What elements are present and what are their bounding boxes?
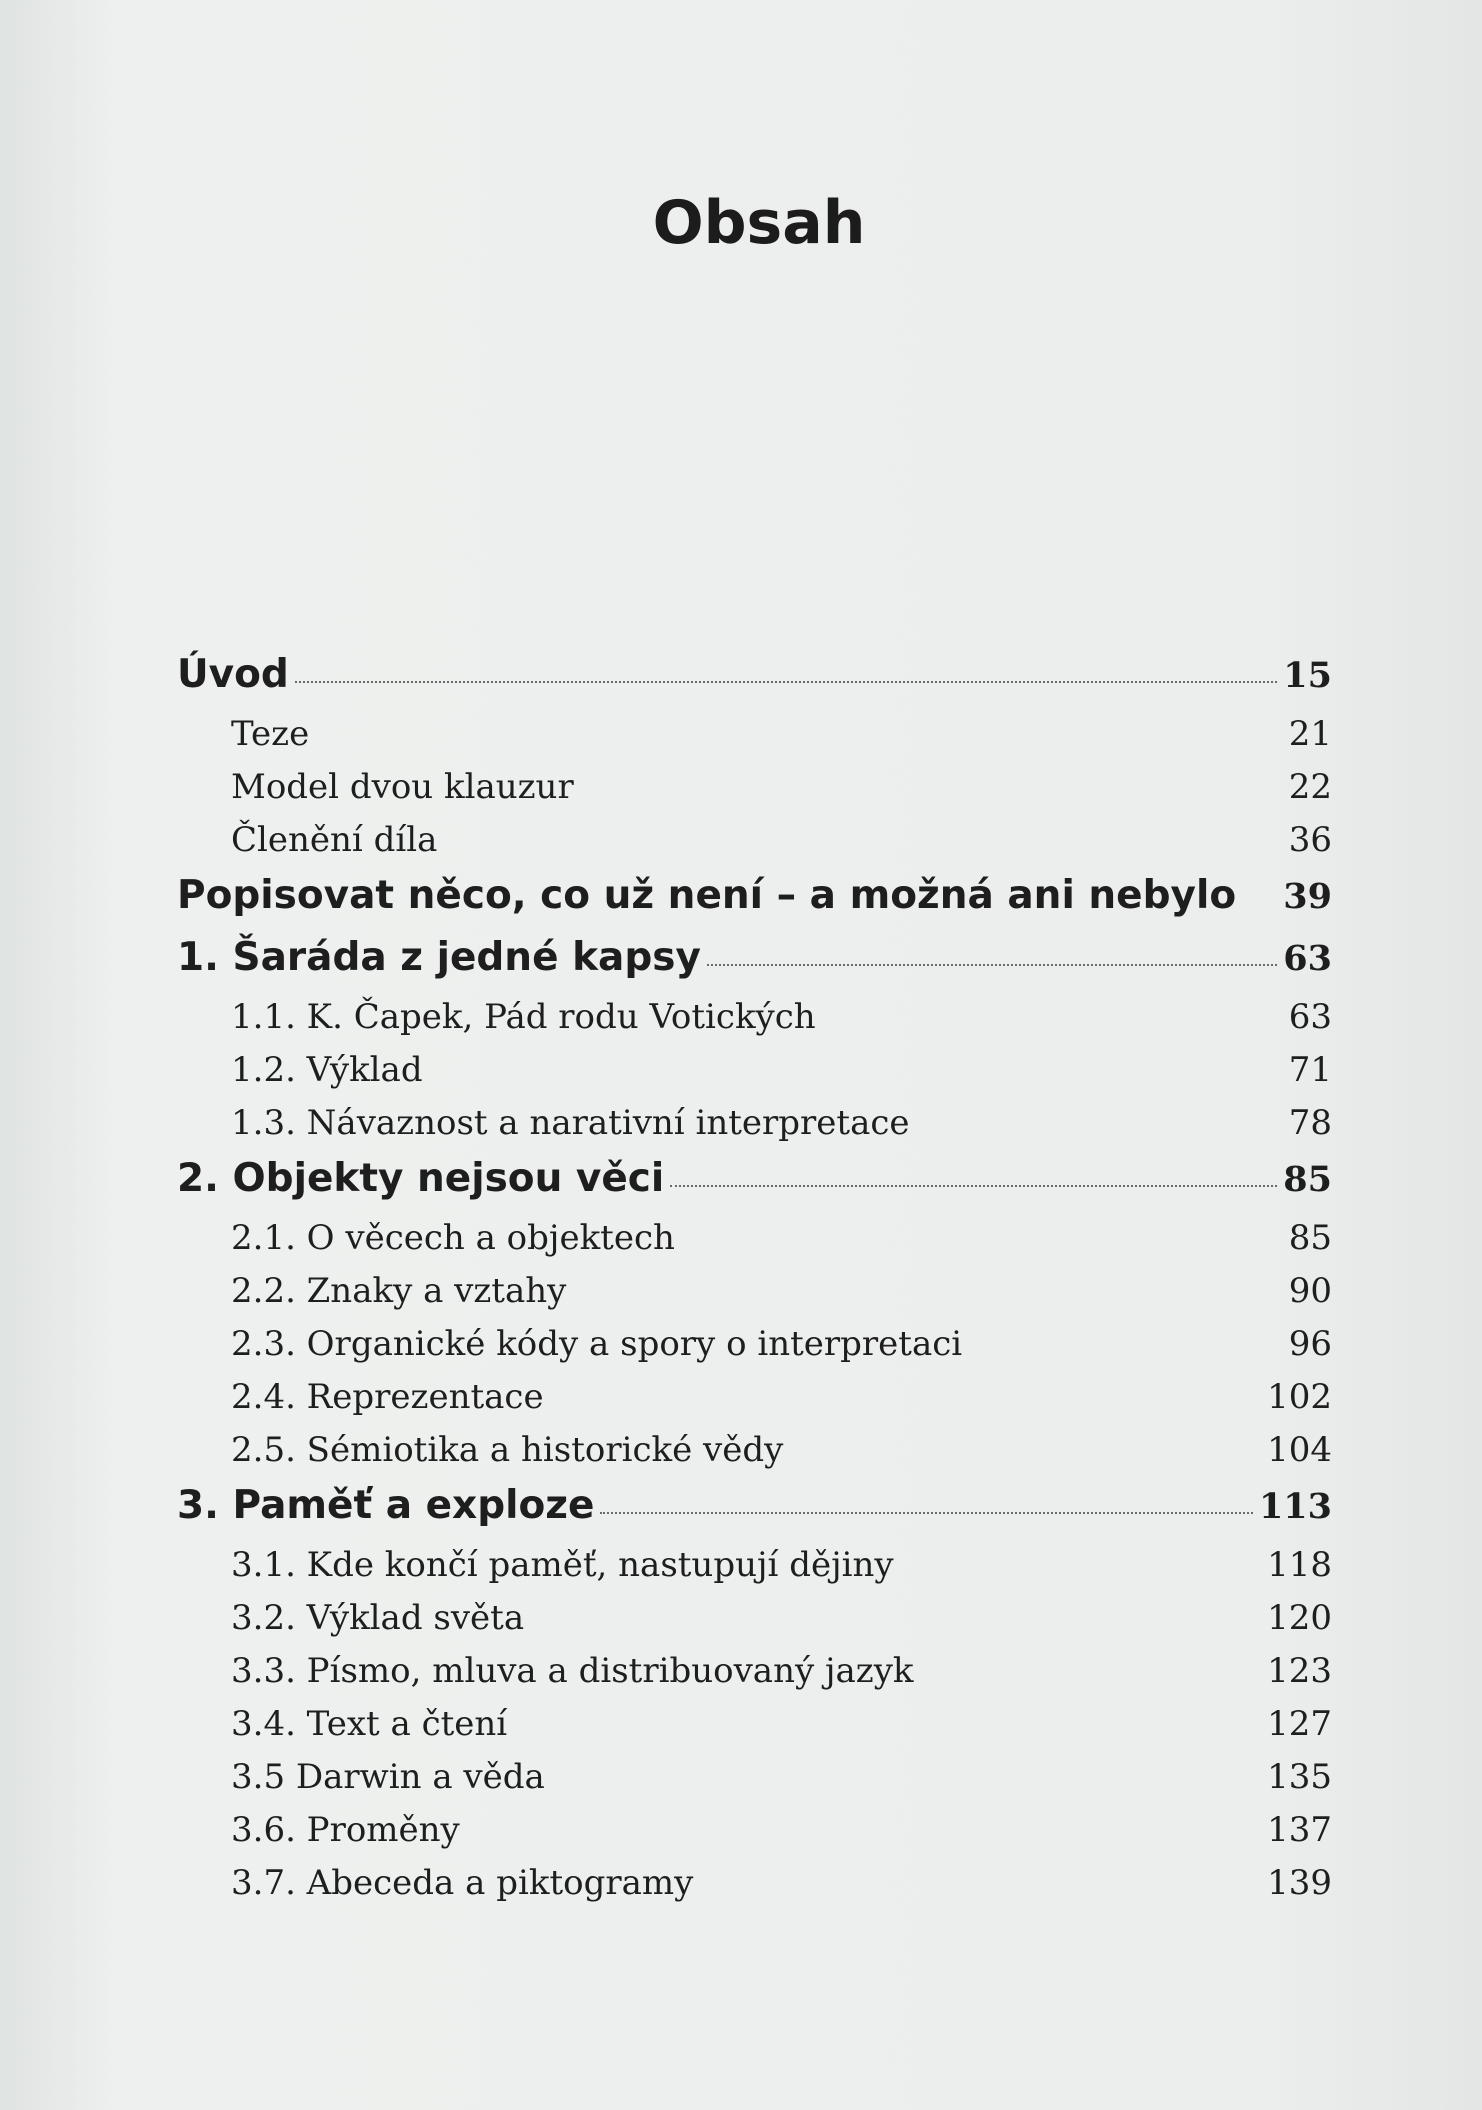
toc-entry-label: 1.1. K. Čapek, Pád rodu Votických (231, 997, 816, 1037)
toc-entry-page: 90 (1288, 1271, 1332, 1311)
toc-title: Obsah (652, 188, 866, 258)
toc-entry-label: 3.5 Darwin a věda (231, 1757, 545, 1797)
toc-entry-3-7 (177, 1863, 1332, 1916)
toc-entry-page: 118 (1267, 1545, 1332, 1585)
toc-entry-label: 3.6. Proměny (231, 1810, 460, 1850)
toc-entry-3-4 (177, 1704, 1332, 1757)
toc-entry-label: 3.4. Text a čtení (231, 1704, 508, 1744)
toc-entry-chapter-1 (177, 935, 1332, 997)
toc-entry-page: 135 (1267, 1757, 1332, 1797)
toc-entry-1-3 (177, 1103, 1332, 1156)
toc-entry-model-dvou-klauzur (177, 767, 1332, 820)
toc-entry-page: 123 (1267, 1651, 1332, 1691)
toc-entry-label: Úvod (177, 652, 289, 697)
toc-entry-3-1 (177, 1545, 1332, 1598)
toc-entry-page: 39 (1283, 876, 1332, 917)
toc-entry-1-1 (177, 997, 1332, 1050)
dot-leader (295, 681, 1277, 683)
table-of-contents (177, 652, 1332, 1916)
dot-leader (707, 964, 1277, 966)
toc-entry-page: 137 (1267, 1810, 1332, 1850)
toc-entry-page: 21 (1288, 714, 1332, 754)
toc-entry-2-2 (177, 1271, 1332, 1324)
dot-leader (670, 1185, 1277, 1187)
toc-entry-popisovat (177, 873, 1332, 935)
toc-entry-label: 2. Objekty nejsou věci (177, 1156, 665, 1201)
toc-entry-page: 120 (1267, 1598, 1332, 1638)
toc-entry-label: Teze (231, 714, 310, 754)
toc-entry-page: 139 (1267, 1863, 1332, 1903)
toc-entry-2-1 (177, 1218, 1332, 1271)
toc-entry-label: 1.3. Návaznost a narativní interpretace (231, 1103, 910, 1143)
toc-entry-label: 1.2. Výklad (231, 1050, 423, 1090)
toc-entry-3-5 (177, 1757, 1332, 1810)
toc-entry-page: 71 (1288, 1050, 1332, 1090)
toc-entry-page: 78 (1288, 1103, 1332, 1143)
toc-entry-label: 2.1. O věcech a objektech (231, 1218, 675, 1258)
toc-entry-page: 36 (1288, 820, 1332, 860)
toc-entry-label: 3.1. Kde končí paměť, nastupují dějiny (231, 1545, 894, 1585)
toc-entry-page: 85 (1283, 1159, 1332, 1200)
toc-entry-1-2 (177, 1050, 1332, 1103)
toc-entry-page: 85 (1288, 1218, 1332, 1258)
toc-entry-page: 127 (1267, 1704, 1332, 1744)
toc-entry-page: 63 (1288, 997, 1332, 1037)
toc-entry-page: 102 (1267, 1377, 1332, 1417)
toc-entry-2-3 (177, 1324, 1332, 1377)
toc-entry-label: 1. Šaráda z jedné kapsy (177, 935, 701, 980)
toc-entry-3-3 (177, 1651, 1332, 1704)
toc-entry-label: 3.3. Písmo, mluva a distribuovaný jazyk (231, 1651, 914, 1691)
toc-entry-chapter-2 (177, 1156, 1332, 1218)
toc-entry-3-2 (177, 1598, 1332, 1651)
toc-entry-label: 3.2. Výklad světa (231, 1598, 525, 1638)
toc-entry-label: 2.5. Sémiotika a historické vědy (231, 1430, 784, 1470)
toc-entry-3-6 (177, 1810, 1332, 1863)
toc-entry-uvod (177, 652, 1332, 714)
toc-entry-cleneni-dila (177, 820, 1332, 873)
toc-entry-page: 22 (1288, 767, 1332, 807)
toc-entry-label: 3.7. Abeceda a piktogramy (231, 1863, 694, 1903)
toc-entry-label: Model dvou klauzur (231, 767, 574, 807)
toc-entry-chapter-3 (177, 1483, 1332, 1545)
toc-entry-page: 63 (1283, 938, 1332, 979)
toc-entry-page: 113 (1258, 1486, 1332, 1527)
toc-entry-label: 2.4. Reprezentace (231, 1377, 544, 1417)
toc-entry-2-4 (177, 1377, 1332, 1430)
toc-entry-label: 3. Paměť a exploze (177, 1483, 595, 1528)
toc-entry-label: Popisovat něco, co už není – a možná ani nebylo (177, 873, 1237, 918)
toc-entry-page: 96 (1288, 1324, 1332, 1364)
toc-entry-page: 104 (1267, 1430, 1332, 1470)
toc-entry-label: 2.2. Znaky a vztahy (231, 1271, 567, 1311)
toc-entry-teze (177, 714, 1332, 767)
toc-entry-page: 15 (1283, 655, 1332, 696)
toc-entry-label: 2.3. Organické kódy a spory o interpretaci (231, 1324, 963, 1364)
dot-leader (600, 1512, 1253, 1514)
toc-entry-label: Členění díla (231, 820, 438, 860)
toc-entry-2-5 (177, 1430, 1332, 1483)
